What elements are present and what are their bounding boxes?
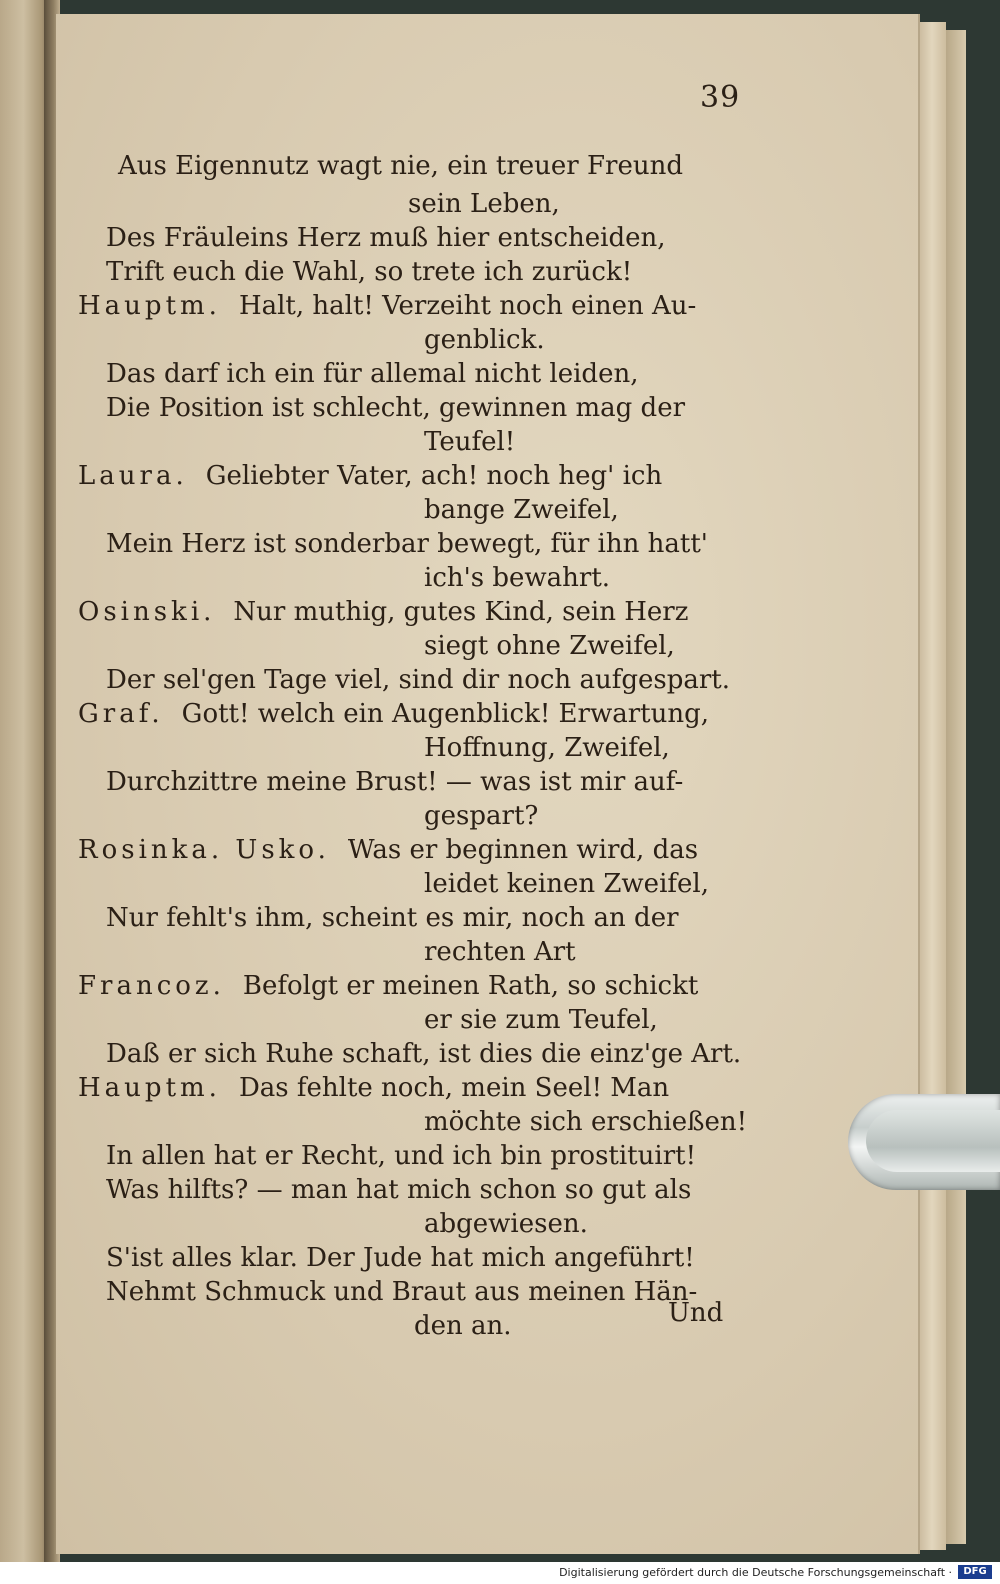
- line-text: ich's bewahrt.: [424, 563, 611, 593]
- line-text: möchte sich erschießen!: [424, 1107, 748, 1137]
- line-text: Hoffnung, Zweifel,: [424, 733, 670, 763]
- line-text: Durchzittre meine Brust! — was ist mir auf-: [106, 767, 684, 797]
- line-text: Was er beginnen wird, das: [347, 835, 699, 865]
- catchword: Und: [668, 1298, 724, 1328]
- footer-credit: Digitalisierung gefördert durch die Deutsche Forschungsgemeinschaft ·: [559, 1566, 952, 1579]
- verse-line: [106, 1140, 696, 1172]
- verse-line: [106, 1276, 697, 1308]
- verse-line: [106, 256, 632, 288]
- verse-line: [106, 664, 730, 696]
- line-text: rechten Art: [424, 937, 576, 967]
- speaker-label: Graf.: [78, 699, 164, 729]
- verse-line: [106, 528, 708, 560]
- verse-line: [414, 1310, 512, 1342]
- verse-line: [118, 150, 683, 182]
- line-text: Trift euch die Wahl, so trete ich zurück!: [106, 257, 633, 287]
- line-text: abgewiesen.: [424, 1209, 588, 1239]
- speaker-label: Francoz.: [78, 971, 225, 1001]
- line-text: Das darf ich ein für allemal nicht leiden,: [106, 359, 639, 389]
- line-text: Nehmt Schmuck und Braut aus meinen Hän-: [106, 1277, 698, 1307]
- verse-line: [78, 698, 709, 730]
- verse-line: [424, 732, 670, 764]
- verse-line: [78, 834, 698, 866]
- speaker-label: Hauptm.: [78, 1073, 221, 1103]
- verse-line: [424, 1106, 747, 1138]
- line-text: Gott! welch ein Augenblick! Erwartung,: [181, 699, 709, 729]
- verse-line: [424, 426, 515, 458]
- verse-line: [424, 562, 610, 594]
- verse-line: [424, 868, 709, 900]
- verse-line: [106, 392, 685, 424]
- line-text: er sie zum Teufel,: [424, 1005, 658, 1035]
- verse-line: [106, 358, 638, 390]
- line-text: S'ist alles klar. Der Jude hat mich angeführt!: [106, 1243, 695, 1273]
- line-text: Was hilfts? — man hat mich schon so gut als: [106, 1175, 692, 1205]
- line-text: genblick.: [424, 325, 545, 355]
- line-text: Befolgt er meinen Rath, so schickt: [242, 971, 699, 1001]
- verse-line: [78, 1072, 669, 1104]
- verse-line: [424, 324, 545, 356]
- line-text: den an.: [414, 1311, 512, 1341]
- verse-line: [424, 1004, 658, 1036]
- line-text: Nur fehlt's ihm, scheint es mir, noch an der: [106, 903, 679, 933]
- speaker-label: Rosinka. Usko.: [78, 835, 330, 865]
- line-text: Aus Eigennutz wagt nie, ein treuer Freund: [118, 151, 683, 181]
- verse-line: [424, 936, 576, 968]
- line-text: Nur muthig, gutes Kind, sein Herz: [233, 597, 689, 627]
- page-number: 39: [700, 80, 741, 115]
- line-text: Geliebter Vater, ach! noch heg' ich: [205, 461, 663, 491]
- line-text: In allen hat er Recht, und ich bin prostituirt!: [106, 1141, 697, 1171]
- verse-line: [408, 188, 560, 220]
- line-text: Daß er sich Ruhe schaft, ist dies die einz'ge Art.: [106, 1039, 742, 1069]
- page-stack-edge: [918, 22, 946, 1550]
- verse-line: [424, 800, 538, 832]
- line-text: Des Fräuleins Herz muß hier entscheiden,: [106, 223, 666, 253]
- verse-line: [78, 290, 696, 322]
- verse-line: [424, 1208, 588, 1240]
- line-text: Teufel!: [424, 427, 516, 457]
- verse-line: [78, 970, 698, 1002]
- page-clip-highlight: [866, 1110, 1000, 1172]
- line-text: Mein Herz ist sonderbar bewegt, für ihn hatt': [106, 529, 708, 559]
- verse-line: [106, 902, 679, 934]
- verse-line: [106, 1242, 695, 1274]
- verse-line: [424, 494, 619, 526]
- speaker-label: Hauptm.: [78, 291, 221, 321]
- line-text: siegt ohne Zweifel,: [424, 631, 675, 661]
- speaker-label: Osinski.: [78, 597, 216, 627]
- verse-line: [78, 460, 662, 492]
- line-text: gespart?: [424, 801, 539, 831]
- line-text: Die Position ist schlecht, gewinnen mag der: [106, 393, 686, 423]
- line-text: leidet keinen Zweifel,: [424, 869, 709, 899]
- line-text: sein Leben,: [408, 189, 560, 219]
- line-text: Der sel'gen Tage viel, sind dir noch aufgespart.: [106, 665, 730, 695]
- verse-line: [78, 596, 688, 628]
- verse-line: [106, 1174, 691, 1206]
- line-text: Halt, halt! Verzeiht noch einen Au-: [238, 291, 697, 321]
- line-text: bange Zweifel,: [424, 495, 619, 525]
- verse-line: [106, 766, 683, 798]
- line-text: Das fehlte noch, mein Seel! Man: [238, 1073, 670, 1103]
- speaker-label: Laura.: [78, 461, 188, 491]
- page-stack-edge-outer: [946, 30, 966, 1544]
- verse-line: [106, 222, 666, 254]
- verse-line: [106, 1038, 741, 1070]
- dfg-logo: DFG: [958, 1565, 992, 1579]
- verse-line: [424, 630, 675, 662]
